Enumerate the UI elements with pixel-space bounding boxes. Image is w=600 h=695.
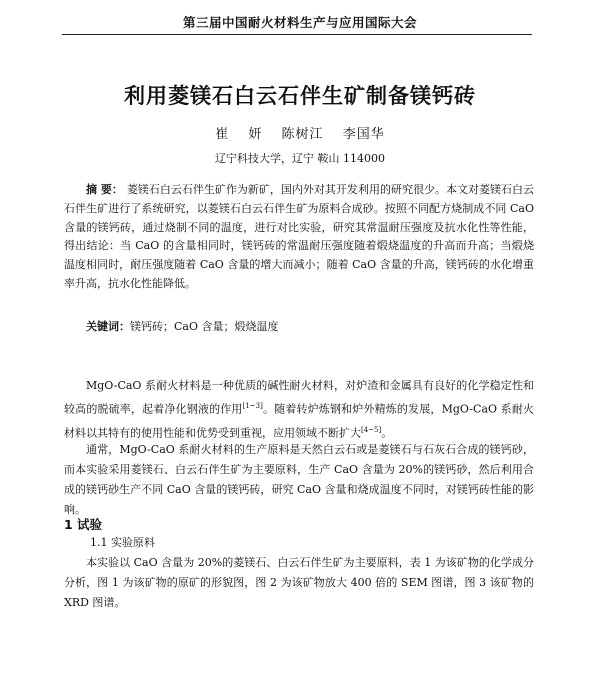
keywords — [64, 318, 534, 334]
subsection-heading: 1.1 实验原料 — [90, 536, 155, 549]
header-rule — [62, 34, 532, 35]
section-heading: 1 试验 — [64, 517, 103, 532]
affiliation: 辽宁科技大学，辽宁 鞍山 114000 — [215, 152, 385, 165]
p1-text-b: 。随着转炉炼钢和炉外精炼的发展，MgO-CaO 系耐火材料以其特有的使用性能和优势受到重视，应用领域不断扩大 — [64, 402, 534, 440]
materials-paragraph: 本实验以 CaO 含量为 20%的菱镁石、白云石伴生矿为主要原料，表 1 为该矿物的化学成分分析，图 1 为该矿物的原矿的形貌图，图 2 为该矿物放大 400 倍的 SEM 图谱，图 3 该矿物的 XRD 图谱。 — [64, 556, 534, 609]
citation-ref: [1~3] — [242, 402, 263, 410]
conference-header: 第三届中国耐火材料生产与应用国际大会 — [182, 15, 417, 30]
abstract-text: 菱镁石白云石伴生矿作为新矿，国内外对其开发利用的研究很少。本文对菱镁石白云石伴生矿进行了系统研究，以菱镁石白云石伴生矿为原料合成砂。按照不同配方烧制成不同 CaO 含量的镁钙砖，通过烧制不同的温度，进行对比实验，研究其常温耐压强度及抗水化性等性能，得出结论：当 CaO 的含量相同时，镁钙砖的常温耐压强度随着煅烧温度的升高而升高；当煅烧温度相同时，耐压强度随着 CaO 含量的增大而减小；随着 CaO 含量的升高，镁钙砖的水化增重率升高，抗水化性能降低。 — [64, 183, 534, 290]
p1-text-c: 。 — [381, 426, 393, 440]
intro-paragraph-2: 通常，MgO-CaO 系耐火材料的生产原料是天然白云石或是菱镁石与石灰石合成的镁钙砂，而本实验采用菱镁石、白云石伴生矿为主要原料，生产 CaO 含量为 20%的镁钙砂，然后利用合成的镁钙砂生产不同 CaO 含量的镁钙砖，研究 CaO 含量和烧成温度不同时，对镁钙砖性能的影响。 — [64, 443, 534, 516]
p1-text-a: MgO-CaO 系耐火材料是一种优质的碱性耐火材料，对炉渣和金属具有良好的化学稳定性和较高的脱硫率，起着净化钢液的作用 — [64, 379, 534, 416]
paper-title: 利用菱镁石白云石伴生矿制备镁钙砖 — [124, 84, 476, 108]
authors: 崔 妍 陈树江 李国华 — [215, 127, 385, 142]
abstract — [64, 181, 534, 294]
intro-paragraph-1 — [64, 376, 534, 443]
keywords-label: 关键词： — [86, 320, 130, 333]
abstract-label: 摘 要： — [86, 183, 123, 196]
keywords-text: 镁钙砖；CaO 含量；煅烧温度 — [130, 320, 279, 333]
citation-ref: [4~5] — [361, 425, 382, 434]
